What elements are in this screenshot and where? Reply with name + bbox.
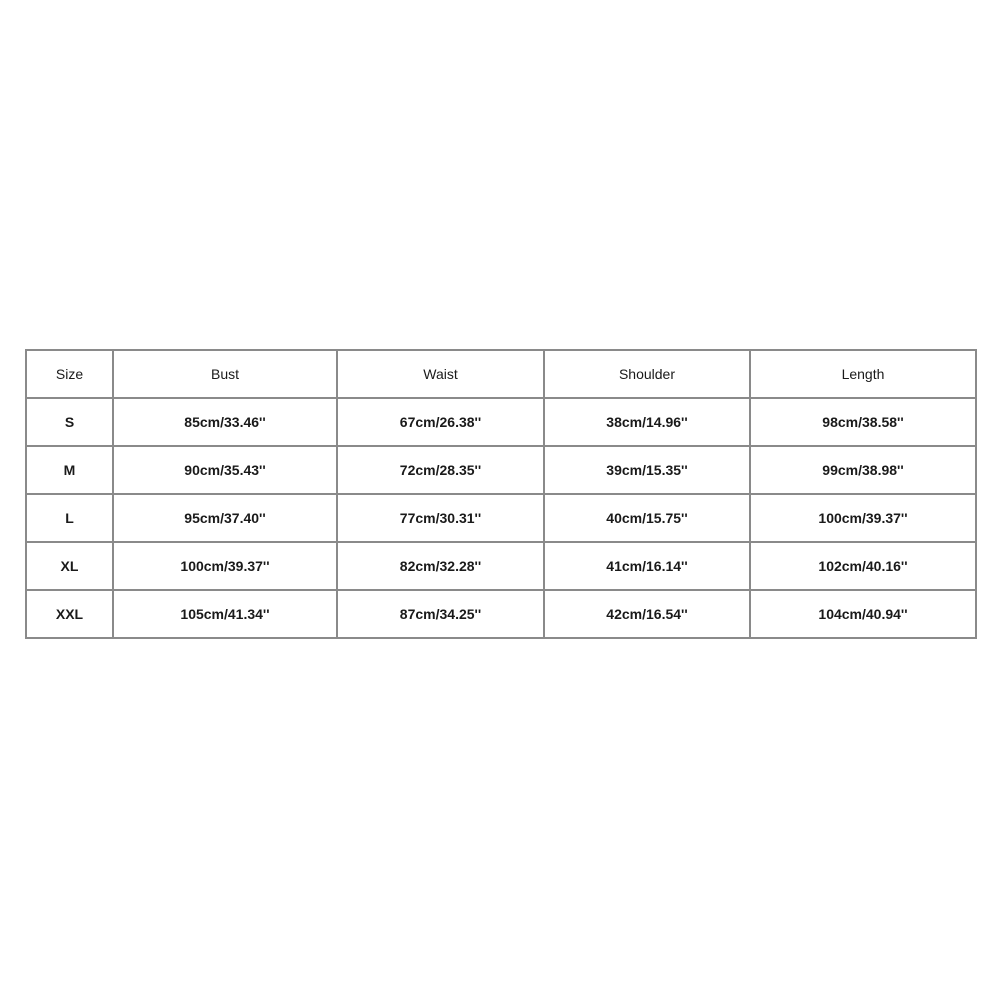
shoulder-cell: 39cm/15.35'' [544, 446, 750, 494]
waist-cell: 67cm/26.38'' [337, 398, 544, 446]
bust-cell: 85cm/33.46'' [113, 398, 337, 446]
shoulder-cell: 42cm/16.54'' [544, 590, 750, 638]
shoulder-cell: 41cm/16.14'' [544, 542, 750, 590]
length-cell: 98cm/38.58'' [750, 398, 976, 446]
header-shoulder: Shoulder [544, 350, 750, 398]
table-row [26, 590, 976, 638]
table-header-row [26, 350, 976, 398]
size-cell: L [26, 494, 113, 542]
waist-cell: 87cm/34.25'' [337, 590, 544, 638]
waist-cell: 72cm/28.35'' [337, 446, 544, 494]
header-waist: Waist [337, 350, 544, 398]
table-row [26, 398, 976, 446]
size-cell: XXL [26, 590, 113, 638]
length-cell: 104cm/40.94'' [750, 590, 976, 638]
size-cell: S [26, 398, 113, 446]
bust-cell: 90cm/35.43'' [113, 446, 337, 494]
table-row [26, 446, 976, 494]
size-cell: XL [26, 542, 113, 590]
length-cell: 99cm/38.98'' [750, 446, 976, 494]
table-row [26, 542, 976, 590]
shoulder-cell: 40cm/15.75'' [544, 494, 750, 542]
header-bust: Bust [113, 350, 337, 398]
bust-cell: 105cm/41.34'' [113, 590, 337, 638]
size-chart-table [25, 349, 977, 639]
header-size: Size [26, 350, 113, 398]
table-row [26, 494, 976, 542]
waist-cell: 77cm/30.31'' [337, 494, 544, 542]
header-length: Length [750, 350, 976, 398]
bust-cell: 100cm/39.37'' [113, 542, 337, 590]
shoulder-cell: 38cm/14.96'' [544, 398, 750, 446]
waist-cell: 82cm/32.28'' [337, 542, 544, 590]
length-cell: 100cm/39.37'' [750, 494, 976, 542]
bust-cell: 95cm/37.40'' [113, 494, 337, 542]
length-cell: 102cm/40.16'' [750, 542, 976, 590]
size-cell: M [26, 446, 113, 494]
